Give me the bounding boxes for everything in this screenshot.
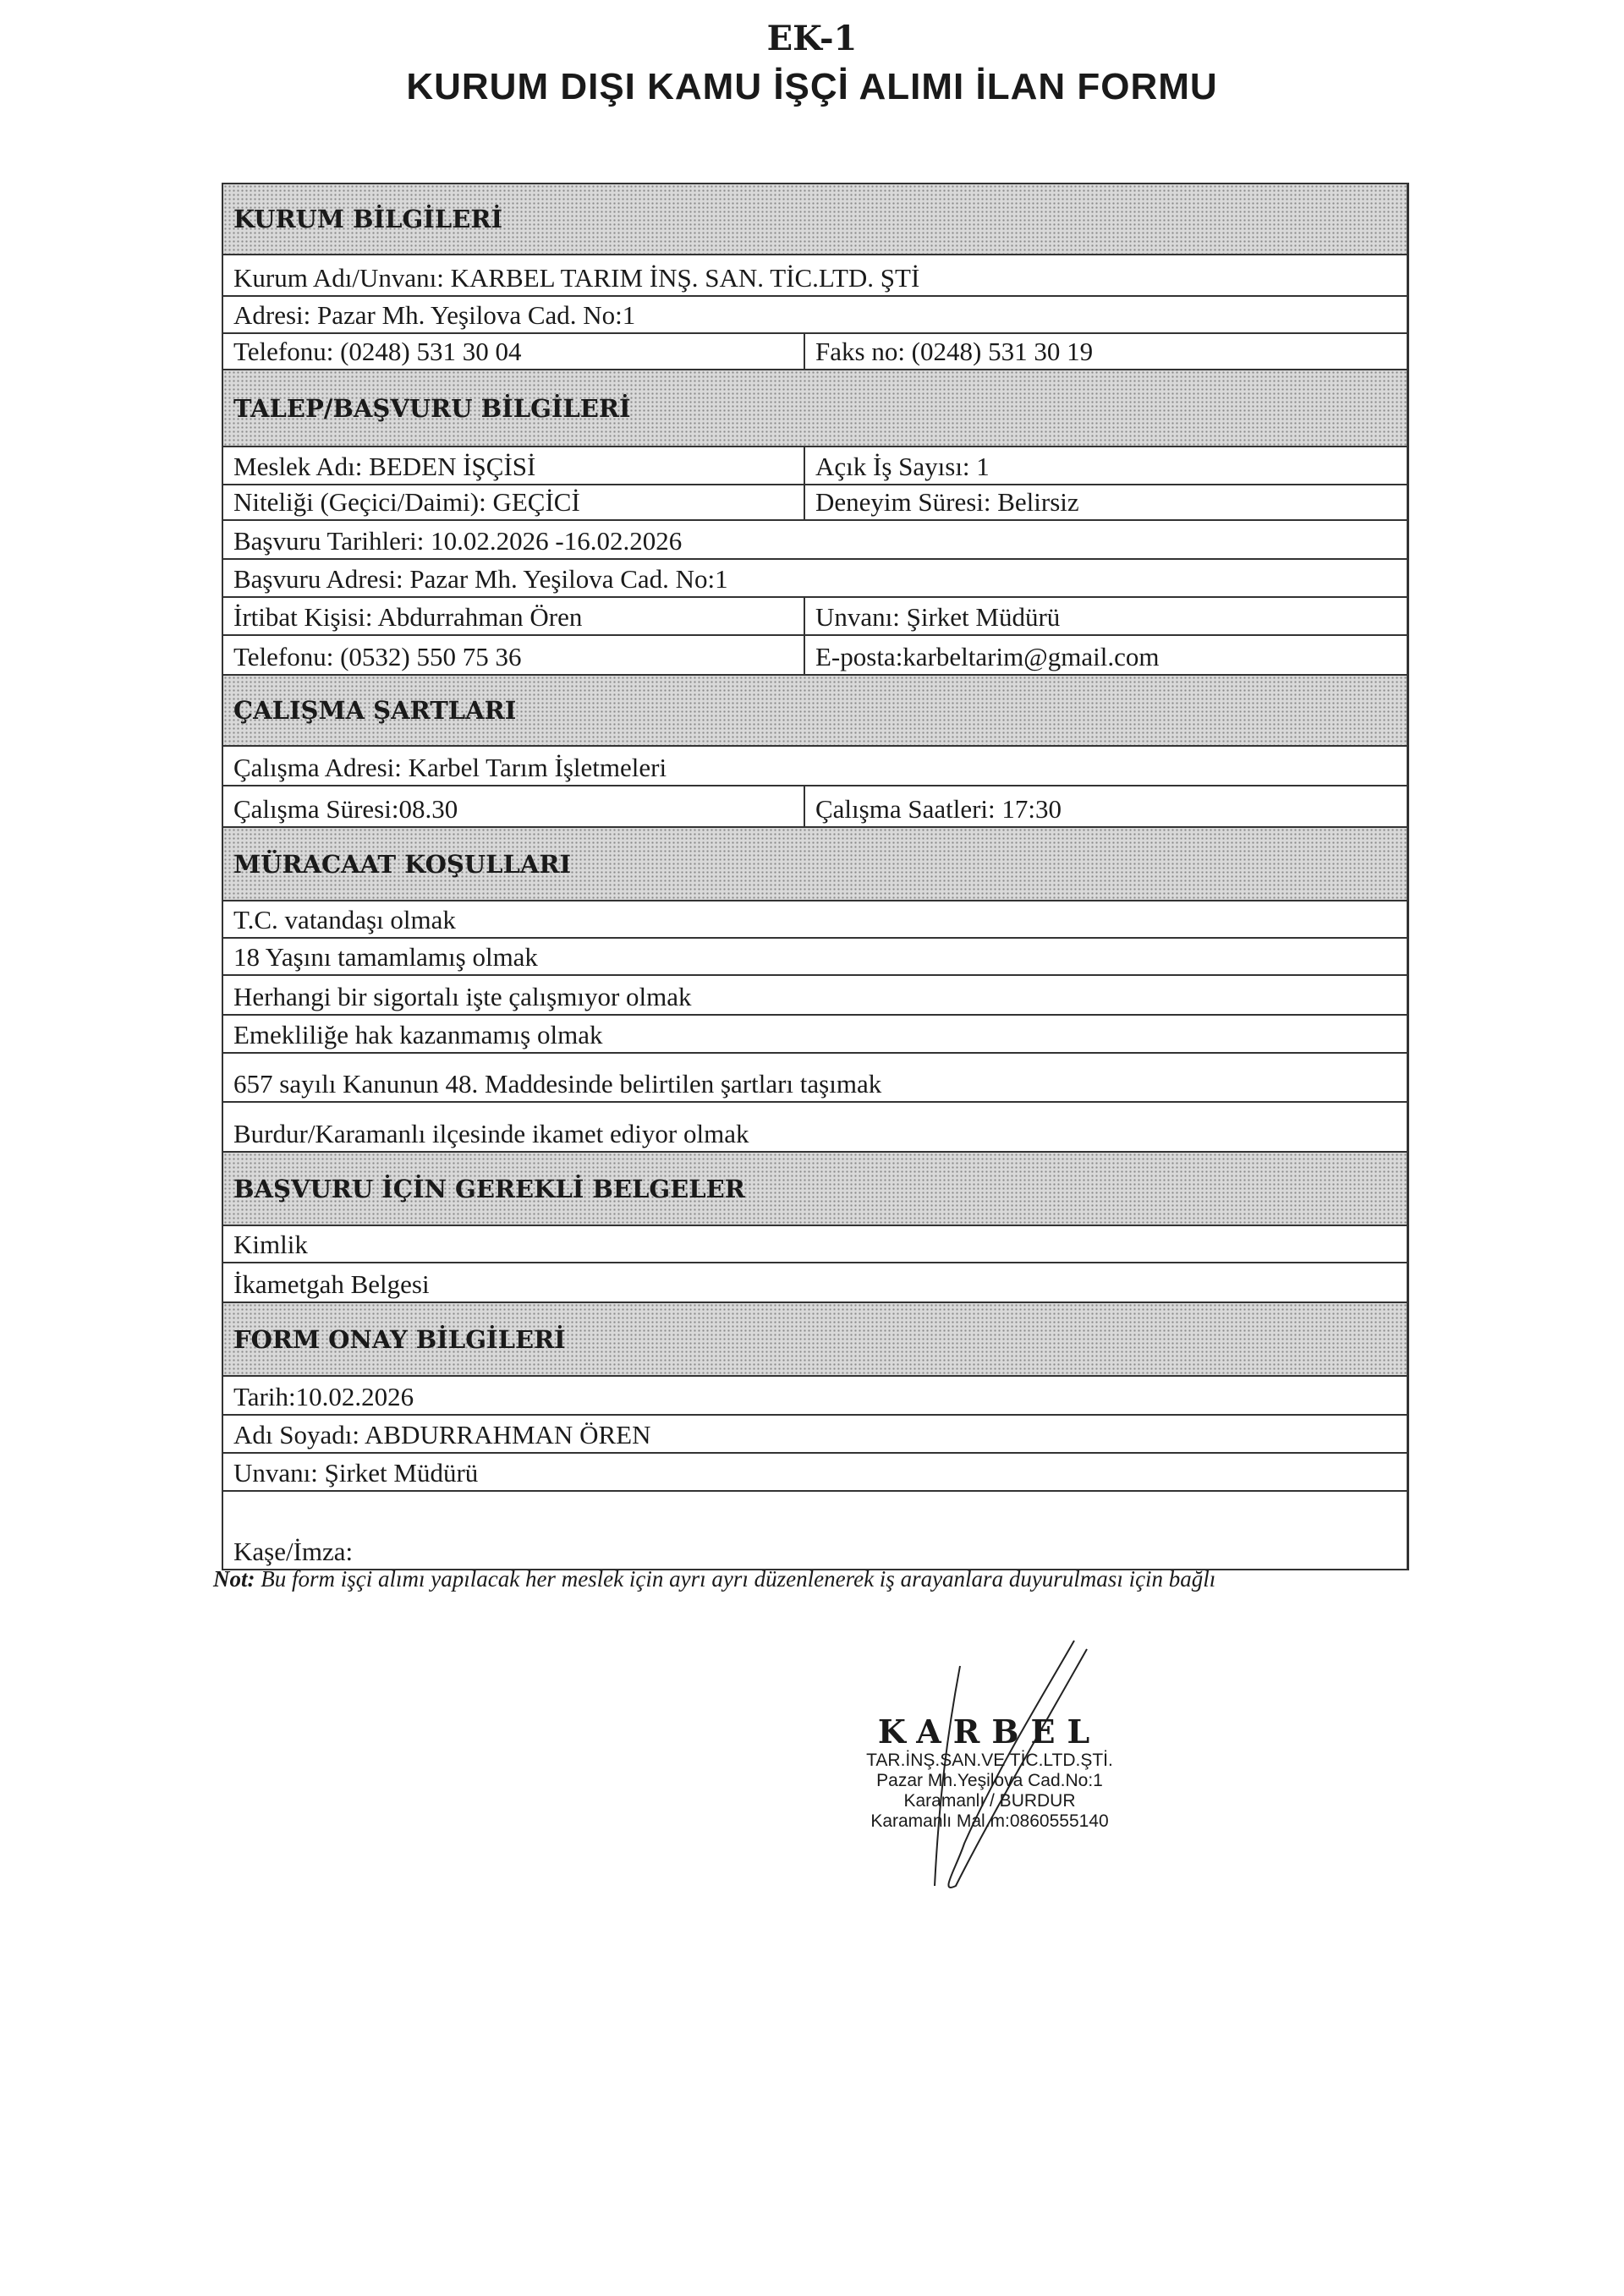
form-field: Çalışma Süresi:08.30 — [223, 786, 805, 826]
form-row — [223, 1016, 1407, 1054]
form-field: Emekliliğe hak kazanmamış olmak — [233, 1020, 603, 1049]
form-field: Açık İş Sayısı: 1 — [815, 452, 990, 481]
form-row — [223, 1054, 1407, 1103]
form-field: Çalışma Saatleri: 17:30 — [815, 794, 1062, 824]
form-field: Adı Soyadı: ABDURRAHMAN ÖREN — [233, 1420, 651, 1449]
form-field: Kurum Adı/Unvanı: KARBEL TARIM İNŞ. SAN. TİC.LTD. ŞTİ — [233, 263, 920, 293]
form-row — [223, 901, 1407, 939]
form-row — [223, 598, 1407, 636]
form-field: E-posta:karbeltarim@gmail.com — [815, 642, 1160, 671]
form-row — [223, 1226, 1407, 1263]
form-field: 18 Yaşını tamamlamış olmak — [233, 942, 538, 972]
section-title: BAŞVURU İÇİN GEREKLİ BELGELER — [233, 1174, 745, 1203]
form-field: Unvanı: Şirket Müdürü — [233, 1458, 479, 1488]
form-field: Telefonu: (0532) 550 75 36 — [223, 636, 805, 674]
form-row — [223, 334, 1407, 370]
page-title: KURUM DIŞI KAMU İŞÇİ ALIMI İLAN FORMU — [406, 66, 1218, 107]
form-field: Çalışma Adresi: Karbel Tarım İşletmeleri — [233, 753, 667, 782]
note-label: Not: — [213, 1566, 255, 1592]
form-row — [223, 747, 1407, 786]
form-row — [223, 560, 1407, 598]
form-row — [223, 976, 1407, 1016]
annex-label: EK-1 — [766, 19, 858, 58]
section-header-bas-vuru-i-c-i-n-gerekli-belgeler — [223, 1153, 1407, 1226]
form-row — [223, 1416, 1407, 1454]
form-field: Unvanı: Şirket Müdürü — [815, 602, 1061, 632]
section-title: MÜRACAAT KOŞULLARI — [233, 849, 572, 879]
form-row — [223, 1377, 1407, 1416]
form-field: Deneyim Süresi: Belirsiz — [815, 487, 1079, 517]
form-field: Faks no: (0248) 531 30 19 — [815, 337, 1094, 366]
section-title: FORM ONAY BİLGİLERİ — [233, 1324, 566, 1354]
section-header-mu-racaat-kos-ullari — [223, 828, 1407, 901]
form-field: Başvuru Tarihleri: 10.02.2026 -16.02.2026 — [233, 526, 683, 556]
stamp-brand: KARBEL — [877, 1712, 1102, 1751]
footnote — [213, 1566, 1215, 1592]
form-row — [223, 1454, 1407, 1492]
stamp-line: Karamanlı / BURDUR — [903, 1791, 1076, 1811]
section-title: ÇALIŞMA ŞARTLARI — [233, 696, 517, 725]
company-stamp — [837, 1712, 1142, 1832]
section-title: KURUM BİLGİLERİ — [233, 205, 503, 233]
form-field: 657 sayılı Kanunun 48. Maddesinde belirtilen şartları taşımak — [233, 1069, 882, 1099]
form-row — [223, 939, 1407, 976]
form-row — [223, 1492, 1407, 1569]
form-row — [223, 1103, 1407, 1153]
form-row — [223, 485, 1407, 521]
form-row — [223, 636, 1407, 676]
form-field: Telefonu: (0248) 531 30 04 — [223, 334, 805, 369]
form-field: T.C. vatandaşı olmak — [233, 905, 456, 934]
form-row — [223, 447, 1407, 485]
form-field: Adresi: Pazar Mh. Yeşilova Cad. No:1 — [233, 300, 636, 330]
form-field: Burdur/Karamanlı ilçesinde ikamet ediyor olmak — [233, 1119, 749, 1148]
form-row — [223, 255, 1407, 297]
stamp-line: Karamanlı Mal.m:0860555140 — [870, 1811, 1109, 1831]
form-field: İrtibat Kişisi: Abdurrahman Ören — [223, 598, 805, 634]
form-field: Başvuru Adresi: Pazar Mh. Yeşilova Cad. No:1 — [233, 564, 728, 594]
section-header-talep-bas-vuru-bi-lgi-leri — [223, 370, 1407, 447]
form-row — [223, 297, 1407, 334]
note-text: Bu form işçi alımı yapılacak her meslek için ayrı ayrı düzenlenerek iş arayanlara duyurulması için bağlı — [255, 1566, 1216, 1592]
form-row — [223, 1263, 1407, 1303]
form-field: Kimlik — [233, 1230, 308, 1259]
section-title: TALEP/BAŞVURU BİLGİLERİ — [233, 393, 631, 423]
form-field: Tarih:10.02.2026 — [233, 1382, 414, 1411]
form-field: Kaşe/İmza: — [233, 1537, 354, 1566]
form-field: Meslek Adı: BEDEN İŞÇİSİ — [223, 447, 805, 484]
stamp-line: Pazar Mh.Yeşilova Cad.No:1 — [876, 1771, 1103, 1790]
form-row — [223, 521, 1407, 560]
section-header-c-alis-ma-s-artlari — [223, 676, 1407, 747]
section-header-form-onay-bi-lgi-leri — [223, 1303, 1407, 1377]
stamp-line: TAR.İNŞ.SAN.VE TİC.LTD.ŞTİ. — [866, 1751, 1113, 1770]
section-header-kurum-bi-lgi-leri — [223, 184, 1407, 255]
application-form-table — [222, 183, 1409, 1570]
form-field: Herhangi bir sigortalı işte çalışmıyor olmak — [233, 982, 692, 1011]
form-field: İkametgah Belgesi — [233, 1269, 430, 1299]
form-row — [223, 786, 1407, 828]
form-field: Niteliği (Geçici/Daimi): GEÇİCİ — [223, 485, 805, 519]
